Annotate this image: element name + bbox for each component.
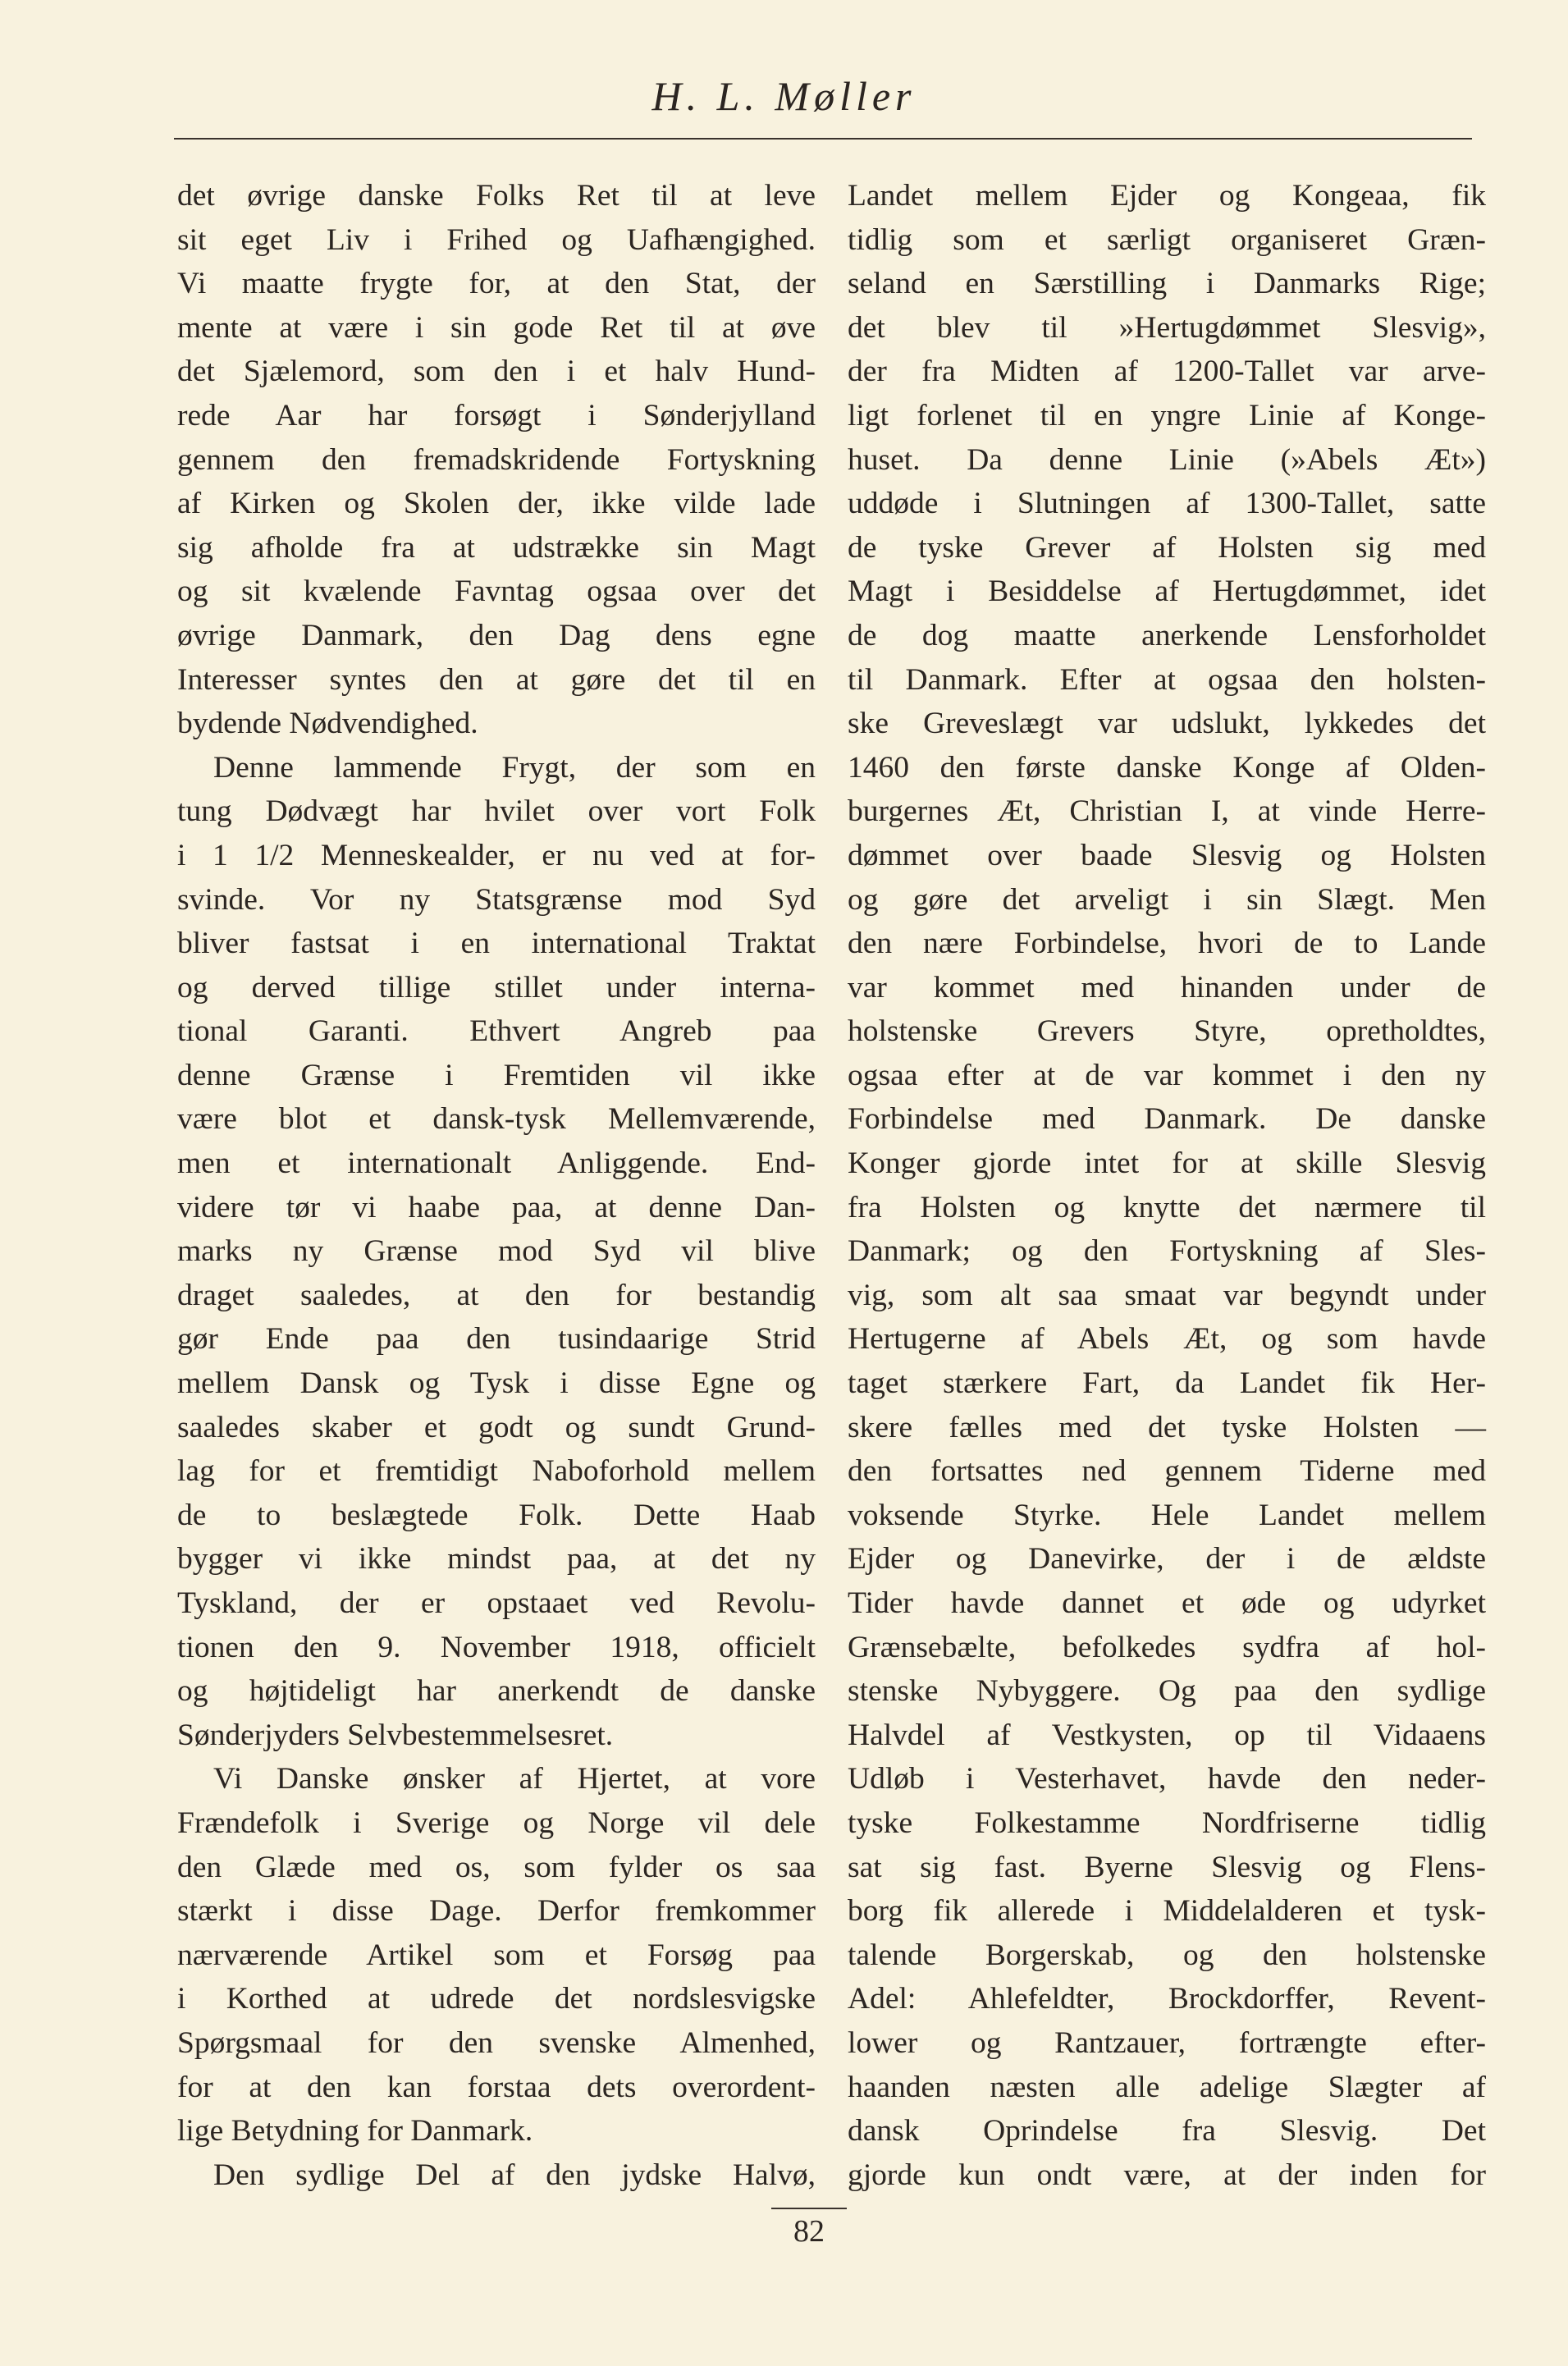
text-line: Denne lammende Frygt, der som en	[213, 750, 816, 785]
text-line: af Kirken og Skolen der, ikke vilde lade	[177, 487, 816, 521]
text-line: tional Garanti. Ethvert Angreb paa	[177, 1014, 816, 1049]
text-line: draget saaledes, at den for bestandig	[177, 1278, 816, 1312]
text-line: talende Borgerskab, og den holstenske	[848, 1938, 1486, 1972]
text-line: Vi Danske ønsker af Hjertet, at vore	[213, 1762, 816, 1796]
text-line: Konger gjorde intet for at skille Slesvig	[848, 1146, 1486, 1181]
text-line: Adel: Ahlefeldter, Brockdorffer, Revent-	[848, 1982, 1486, 2016]
text-line: gjorde kun ondt være, at der inden for	[848, 2158, 1486, 2192]
text-line: seland en Særstilling i Danmarks Rige;	[848, 267, 1486, 301]
text-line: tionen den 9. November 1918, officielt	[177, 1630, 816, 1664]
header-rule	[174, 138, 1472, 140]
text-line: bygger vi ikke mindst paa, at det ny	[177, 1542, 816, 1577]
text-line: de tyske Grever af Holsten sig med	[848, 530, 1486, 565]
text-line: være blot et dansk-tysk Mellemværende,	[177, 1102, 816, 1137]
text-line: Spørgsmaal for den svenske Almenhed,	[177, 2025, 816, 2060]
text-line: denne Grænse i Fremtiden vil ikke	[177, 1058, 816, 1092]
text-line: fra Holsten og knytte det nærmere til	[848, 1190, 1486, 1224]
text-line: men et internationalt Anliggende. End-	[177, 1146, 816, 1181]
text-line: der fra Midten af 1200-Tallet var arve-	[848, 355, 1486, 389]
text-line: og derved tillige stillet under interna-	[177, 970, 816, 1005]
text-line: Landet mellem Ejder og Kongeaa, fik	[848, 179, 1486, 213]
text-line: og gøre det arveligt i sin Slægt. Men	[848, 882, 1486, 917]
text-line: huset. Da denne Linie (»Abels Æt»)	[848, 442, 1486, 477]
text-line: Danmark; og den Fortyskning af Sles-	[848, 1234, 1486, 1269]
page-number: 82	[793, 2214, 825, 2249]
text-line: skere fælles med det tyske Holsten —	[848, 1410, 1486, 1444]
text-line: lag for et fremtidigt Naboforhold mellem	[177, 1454, 816, 1489]
text-line: bliver fastsat i en international Traktat	[177, 927, 816, 961]
text-line: gennem den fremadskridende Fortyskning	[177, 442, 816, 477]
text-line: haanden næsten alle adelige Slægter af	[848, 2070, 1486, 2104]
text-line: tyske Folkestamme Nordfriserne tidlig	[848, 1805, 1486, 1840]
text-line: tidlig som et særligt organiseret Græn-	[848, 222, 1486, 257]
text-line: vig, som alt saa smaat var begyndt under	[848, 1278, 1486, 1312]
text-line: dansk Oprindelse fra Slesvig. Det	[848, 2114, 1486, 2149]
text-line: ogsaa efter at de var kommet i den ny	[848, 1058, 1486, 1092]
text-line: Tider havde dannet et øde og udyrket	[848, 1586, 1486, 1620]
text-line: svinde. Vor ny Statsgrænse mod Syd	[177, 882, 816, 917]
text-line: ligt forlenet til en yngre Linie af Konge-	[848, 398, 1486, 432]
text-line: til Danmark. Efter at ogsaa den holsten-	[848, 662, 1486, 697]
text-line: Hertugerne af Abels Æt, og som havde	[848, 1322, 1486, 1357]
text-line: Grænsebælte, befolkedes sydfra af hol-	[848, 1630, 1486, 1664]
text-line: i 1 1/2 Menneskealder, er nu ved at for-	[177, 838, 816, 872]
text-line: øvrige Danmark, den Dag dens egne	[177, 618, 816, 652]
text-line: mente at være i sin gode Ret til at øve	[177, 310, 816, 345]
text-line: nærværende Artikel som et Forsøg paa	[177, 1938, 816, 1972]
text-line: stærkt i disse Dage. Derfor fremkommer	[177, 1894, 816, 1929]
right-column	[848, 174, 1486, 2197]
text-line: saaledes skaber et godt og sundt Grund-	[177, 1410, 816, 1444]
text-line: Den sydlige Del af den jydske Halvø,	[213, 2158, 816, 2192]
text-line: Forbindelse med Danmark. De danske	[848, 1102, 1486, 1137]
text-line: holstenske Grevers Styre, opretholdtes,	[848, 1014, 1486, 1049]
text-line: Tyskland, der er opstaaet ved Revolu-	[177, 1586, 816, 1620]
text-line: og højtideligt har anerkendt de danske	[177, 1674, 816, 1709]
text-line: mellem Dansk og Tysk i disse Egne og	[177, 1366, 816, 1401]
text-line: uddøde i Slutningen af 1300-Tallet, satte	[848, 487, 1486, 521]
text-line: sat sig fast. Byerne Slesvig og Flens-	[848, 1850, 1486, 1884]
text-line: sit eget Liv i Frihed og Uafhængighed.	[177, 222, 816, 257]
text-line: den nære Forbindelse, hvori de to Lande	[848, 927, 1486, 961]
text-line: Vi maatte frygte for, at den Stat, der	[177, 267, 816, 301]
text-line: Halvdel af Vestkysten, op til Vidaaens	[848, 1718, 1486, 1752]
text-line: borg fik allerede i Middelalderen et tysk-	[848, 1894, 1486, 1929]
text-line: sig afholde fra at udstrække sin Magt	[177, 530, 816, 565]
text-line: gør Ende paa den tusindaarige Strid	[177, 1322, 816, 1357]
text-line: tung Dødvægt har hvilet over vort Folk	[177, 794, 816, 829]
text-line: Sønderjyders Selvbestemmelsesret.	[177, 1718, 614, 1752]
text-line: den fortsattes ned gennem Tiderne med	[848, 1454, 1486, 1489]
text-line: for at den kan forstaa dets overordent-	[177, 2070, 816, 2104]
text-line: den Glæde med os, som fylder os saa	[177, 1850, 816, 1884]
text-line: de dog maatte anerkende Lensforholdet	[848, 618, 1486, 652]
text-line: voksende Styrke. Hele Landet mellem	[848, 1498, 1486, 1532]
text-line: 1460 den første danske Konge af Olden-	[848, 750, 1486, 785]
left-column	[177, 174, 816, 2197]
text-line: Frændefolk i Sverige og Norge vil dele	[177, 1805, 816, 1840]
text-line: stenske Nybyggere. Og paa den sydlige	[848, 1674, 1486, 1709]
text-line: og sit kvælende Favntag ogsaa over det	[177, 574, 816, 609]
text-line: Magt i Besiddelse af Hertugdømmet, idet	[848, 574, 1486, 609]
text-line: det blev til »Hertugdømmet Slesvig»,	[848, 310, 1486, 345]
text-line: burgernes Æt, Christian I, at vinde Herre-	[848, 794, 1486, 829]
text-line: Udløb i Vesterhavet, havde den neder-	[848, 1762, 1486, 1796]
text-line: det øvrige danske Folks Ret til at leve	[177, 179, 816, 213]
text-line: bydende Nødvendighed.	[177, 707, 478, 741]
text-line: Ejder og Danevirke, der i de ældste	[848, 1542, 1486, 1577]
text-line: lower og Rantzauer, fortrængte efter-	[848, 2025, 1486, 2060]
text-line: var kommet med hinanden under de	[848, 970, 1486, 1005]
text-line: i Korthed at udrede det nordslesvigske	[177, 1982, 816, 2016]
text-line: taget stærkere Fart, da Landet fik Her-	[848, 1366, 1486, 1401]
text-line: det Sjælemord, som den i et halv Hund-	[177, 355, 816, 389]
running-header-author: H. L. Møller	[651, 73, 917, 119]
text-line: dømmet over baade Slesvig og Holsten	[848, 838, 1486, 872]
text-line: ske Greveslægt var udslukt, lykkedes det	[848, 707, 1486, 741]
text-line: marks ny Grænse mod Syd vil blive	[177, 1234, 816, 1269]
text-line: lige Betydning for Danmark.	[177, 2114, 533, 2149]
text-line: de to beslægtede Folk. Dette Haab	[177, 1498, 816, 1532]
text-line: videre tør vi haabe paa, at denne Dan-	[177, 1190, 816, 1224]
text-line: Interesser syntes den at gøre det til en	[177, 662, 816, 697]
text-line: rede Aar har forsøgt i Sønderjylland	[177, 398, 816, 432]
page-number-rule	[771, 2208, 847, 2209]
